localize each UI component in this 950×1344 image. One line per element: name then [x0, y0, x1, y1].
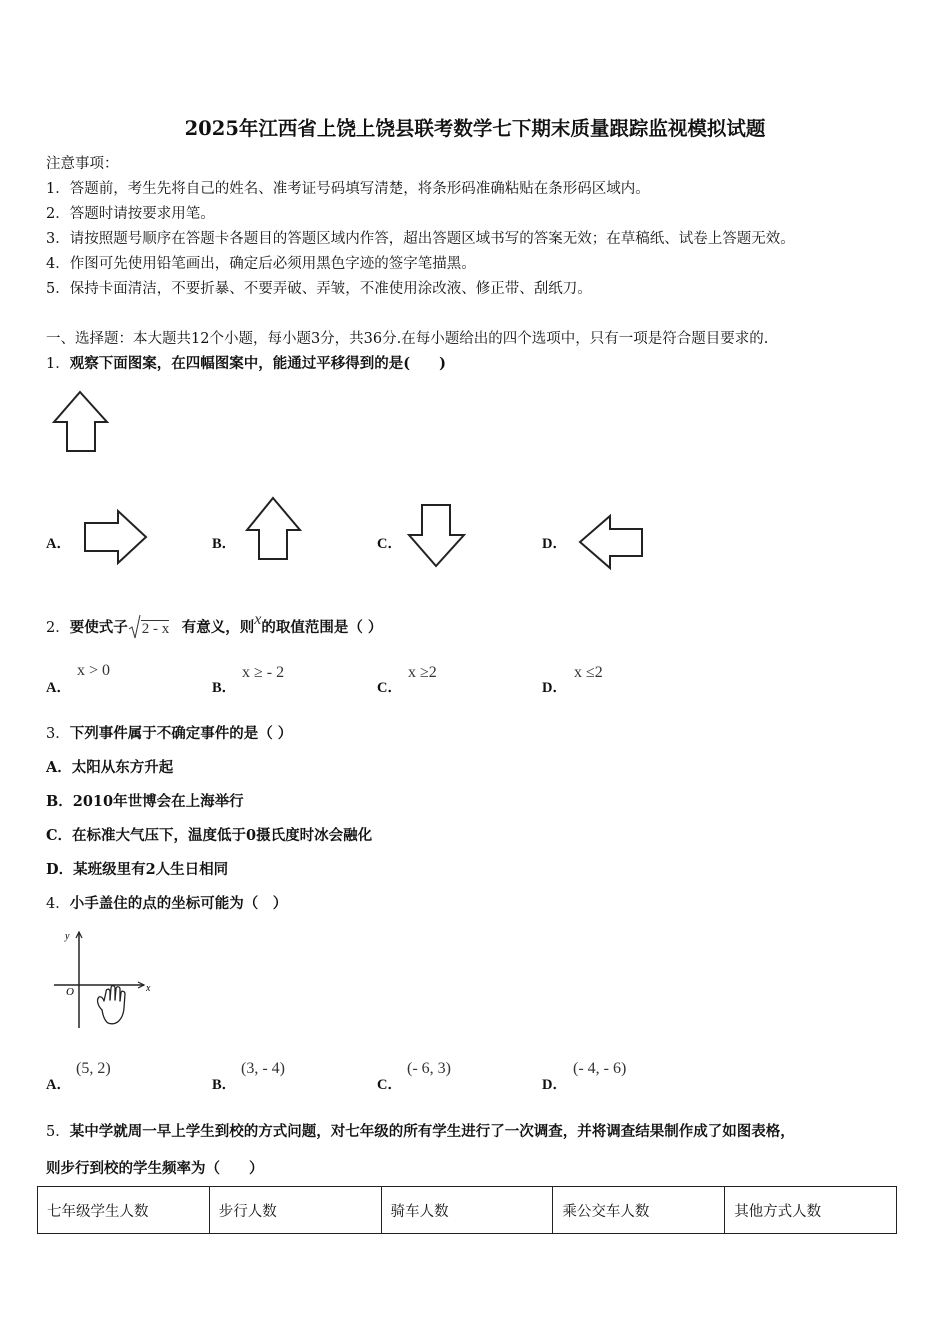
section-heading: 一、选择题：本大题共12个小题，每小题3分，共36分.在每小题给出的四个选项中，只有一项是符合题目要求的. [46, 331, 769, 347]
option-c-label[interactable]: C． [377, 680, 402, 696]
question-1 [46, 352, 446, 373]
question-4 [46, 892, 287, 913]
option-b[interactable]: B．2010年世博会在上海举行 [46, 793, 244, 810]
arrow-right-icon [83, 509, 149, 565]
hand-icon [98, 986, 125, 1024]
origin-label: O [66, 986, 74, 998]
table-header-cell: 七年级学生人数 [38, 1187, 210, 1234]
question-text-part: 的取值范围是（ ） [261, 619, 383, 636]
arrow-left-icon [578, 514, 646, 570]
option-c-value: (- 6, 3) [407, 1060, 451, 1077]
notice-heading: 注意事项： [46, 156, 119, 172]
option-b-value: (3, - 4) [241, 1060, 285, 1077]
option-a-label[interactable]: A． [46, 1077, 71, 1093]
axis-x-label: x [146, 983, 151, 994]
question-text-line-2: 则步行到校的学生频率为（ ） [46, 1160, 264, 1177]
option-d-label[interactable]: D． [542, 680, 567, 696]
question-text: 观察下面图案，在四幅图案中，能通过平移得到的是( ) [69, 355, 446, 372]
arrow-up-icon [245, 496, 303, 562]
page-title: 2025年江西省上饶上饶县联考数学七下期末质量跟踪监视模拟试题 [184, 117, 766, 140]
option-d-label[interactable]: D． [542, 536, 567, 552]
question-text-part: 有意义，则 [181, 619, 255, 636]
option-a-label[interactable]: A． [46, 536, 71, 552]
variable-x: x [254, 611, 262, 628]
option-b-label[interactable]: B． [212, 1077, 237, 1093]
question-5 [46, 1120, 795, 1141]
arrow-down-icon [407, 503, 467, 569]
option-c-label[interactable]: C． [377, 1077, 402, 1093]
table-header-cell: 其他方式人数 [725, 1187, 897, 1234]
axis-y-label: y [65, 931, 70, 942]
option-a-value: (5, 2) [76, 1060, 111, 1077]
question-text-line-1: 某中学就周一早上学生到校的方式问题，对七年级的所有学生进行了一次调查，并将调查结果制作成了如图表格， [69, 1123, 795, 1140]
option-b-label[interactable]: B． [212, 536, 237, 552]
question-number: 1． [46, 356, 70, 372]
notice-item-2: 2．答题时请按要求用笔。 [46, 206, 215, 222]
option-c[interactable]: C．在标准大气压下，温度低于0摄氏度时冰会融化 [46, 827, 373, 844]
question-number: 2． [46, 620, 70, 636]
question-text: 小手盖住的点的坐标可能为（ ） [69, 895, 288, 912]
notice-item-4: 4．作图可先使用铅笔画出，确定后必须用黑色字迹的签字笔描黑。 [46, 256, 476, 272]
option-c-value: x ≥2 [408, 664, 437, 681]
table-header-cell: 乘公交车人数 [553, 1187, 725, 1234]
coordinate-axes-figure [44, 928, 154, 1034]
option-a-value: x > 0 [77, 662, 111, 679]
survey-table [37, 1186, 897, 1234]
option-d-value: x ≤2 [574, 664, 603, 681]
option-d[interactable]: D．某班级里有2人生日相同 [46, 861, 229, 878]
notice-item-5: 5．保持卡面清洁，不要折暴、不要弄破、弄皱，不准使用涂改液、修正带、刮纸刀。 [46, 281, 592, 297]
arrow-up-reference-icon [52, 390, 112, 454]
question-number: 3． [46, 726, 70, 742]
table-header-cell: 骑车人数 [381, 1187, 553, 1234]
question-number: 4． [46, 896, 70, 912]
option-a-label[interactable]: A． [46, 680, 71, 696]
question-3 [46, 722, 292, 743]
option-b-label[interactable]: B． [212, 680, 237, 696]
option-d-value: (- 4, - 6) [573, 1060, 627, 1077]
table-header-row [38, 1187, 897, 1234]
sqrt-radicand: 2 - x [141, 621, 170, 637]
table-header-cell: 步行人数 [209, 1187, 381, 1234]
question-text-part: 要使式子 [69, 619, 128, 636]
question-2 [46, 611, 383, 637]
option-a[interactable]: A．太阳从东方升起 [46, 759, 174, 776]
question-text: 下列事件属于不确定事件的是（ ） [69, 725, 293, 742]
option-c-label[interactable]: C． [377, 536, 402, 552]
notice-item-3: 3．请按照题号顺序在答题卡各题目的答题区域内作答，超出答题区域书写的答案无效；在草稿纸、试卷上答题无效。 [46, 231, 795, 247]
question-number: 5． [46, 1124, 70, 1140]
option-d-label[interactable]: D． [542, 1077, 567, 1093]
option-b-value: x ≥ - 2 [242, 664, 285, 681]
notice-item-1: 1．答题前，考生先将自己的姓名、准考证号码填写清楚，将条形码准确粘贴在条形码区域内。 [46, 181, 650, 197]
